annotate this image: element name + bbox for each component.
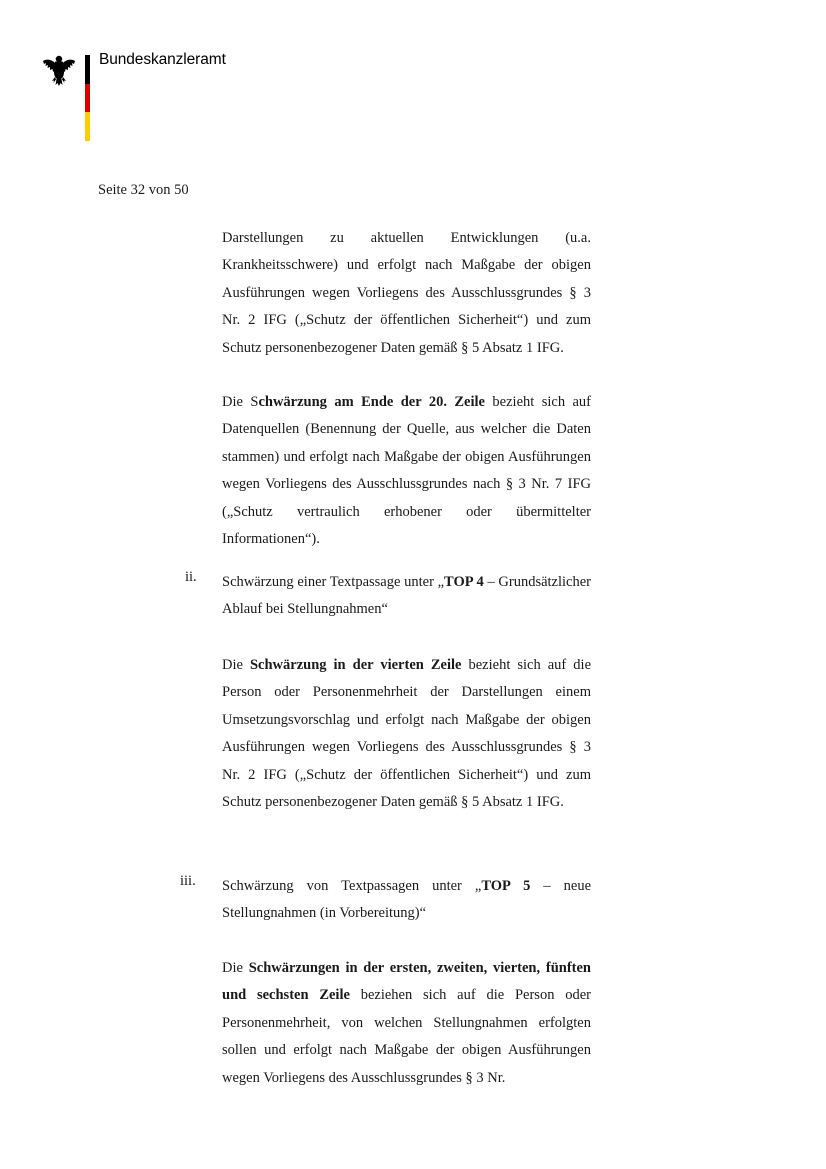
item-ii-heading: Schwärzung einer Textpassage unter „TOP 4 – Grundsätzlicher Ablauf bei Stellungnahmen“ <box>222 574 591 618</box>
list-marker-ii: ii. <box>185 569 197 585</box>
federal-eagle-icon <box>42 53 76 87</box>
flag-stripe-gold <box>85 112 90 141</box>
item-iii-heading: Schwärzung von Textpassagen unter „TOP 5 – neue Stellungnahmen (in Vorbereitung)“ <box>222 878 592 922</box>
paragraph-4: Die Schwärzungen in der ersten, zweiten, vierten, fünften und sechsten Zeile beziehen sich auf die Person oder Personenmehrheit, von welchen Stellungnahmen erfolgten sollen und erfolgt nach Maßgabe der obigen Ausführungen wegen Vorliegens des Ausschlussgrundes § 3 Nr. <box>222 960 591 1086</box>
flag-stripe-red <box>85 84 90 112</box>
page-number: Seite 32 von 50 <box>98 182 189 198</box>
paragraph-3: Die Schwärzung in der vierten Zeile bezieht sich auf die Person oder Personenmehrheit der Darstellungen einem Umsetzungsvorschlag und erfolgt nach Maßgabe der obigen Ausführungen wegen Vorliegens des Ausschlussgrundes § 3 Nr. 2 IFG („Schutz der öffentlichen Sicherheit“) und zum Schutz personenbezogener Daten gemäß § 5 Absatz 1 IFG. <box>222 657 592 811</box>
agency-name: Bundeskanzleramt <box>99 51 226 68</box>
paragraph-2: Die Schwärzung am Ende der 20. Zeile bezieht sich auf Datenquellen (Benennung der Quelle, aus welcher die Daten stammen) und erfolgt nach Maßgabe der obigen Ausführungen wegen Vorliegens des Ausschlussgrundes nach § 3 Nr. 7 IFG („Schutz vertraulich erhobener oder übermittelter Informationen“). <box>222 394 592 548</box>
flag-stripe-black <box>85 55 90 84</box>
paragraph-1: Darstellungen zu aktuellen Entwicklungen (u.a. Krankheitsschwere) und erfolgt nach Maßgabe der obigen Ausführungen wegen Vorliegens des Ausschlussgrundes § 3 Nr. 2 IFG („Schutz der öffentlichen Sicherheit“) und zum Schutz personenbezogener Daten gemäß § 5 Absatz 1 IFG. <box>222 230 591 356</box>
list-marker-iii: iii. <box>180 873 196 889</box>
